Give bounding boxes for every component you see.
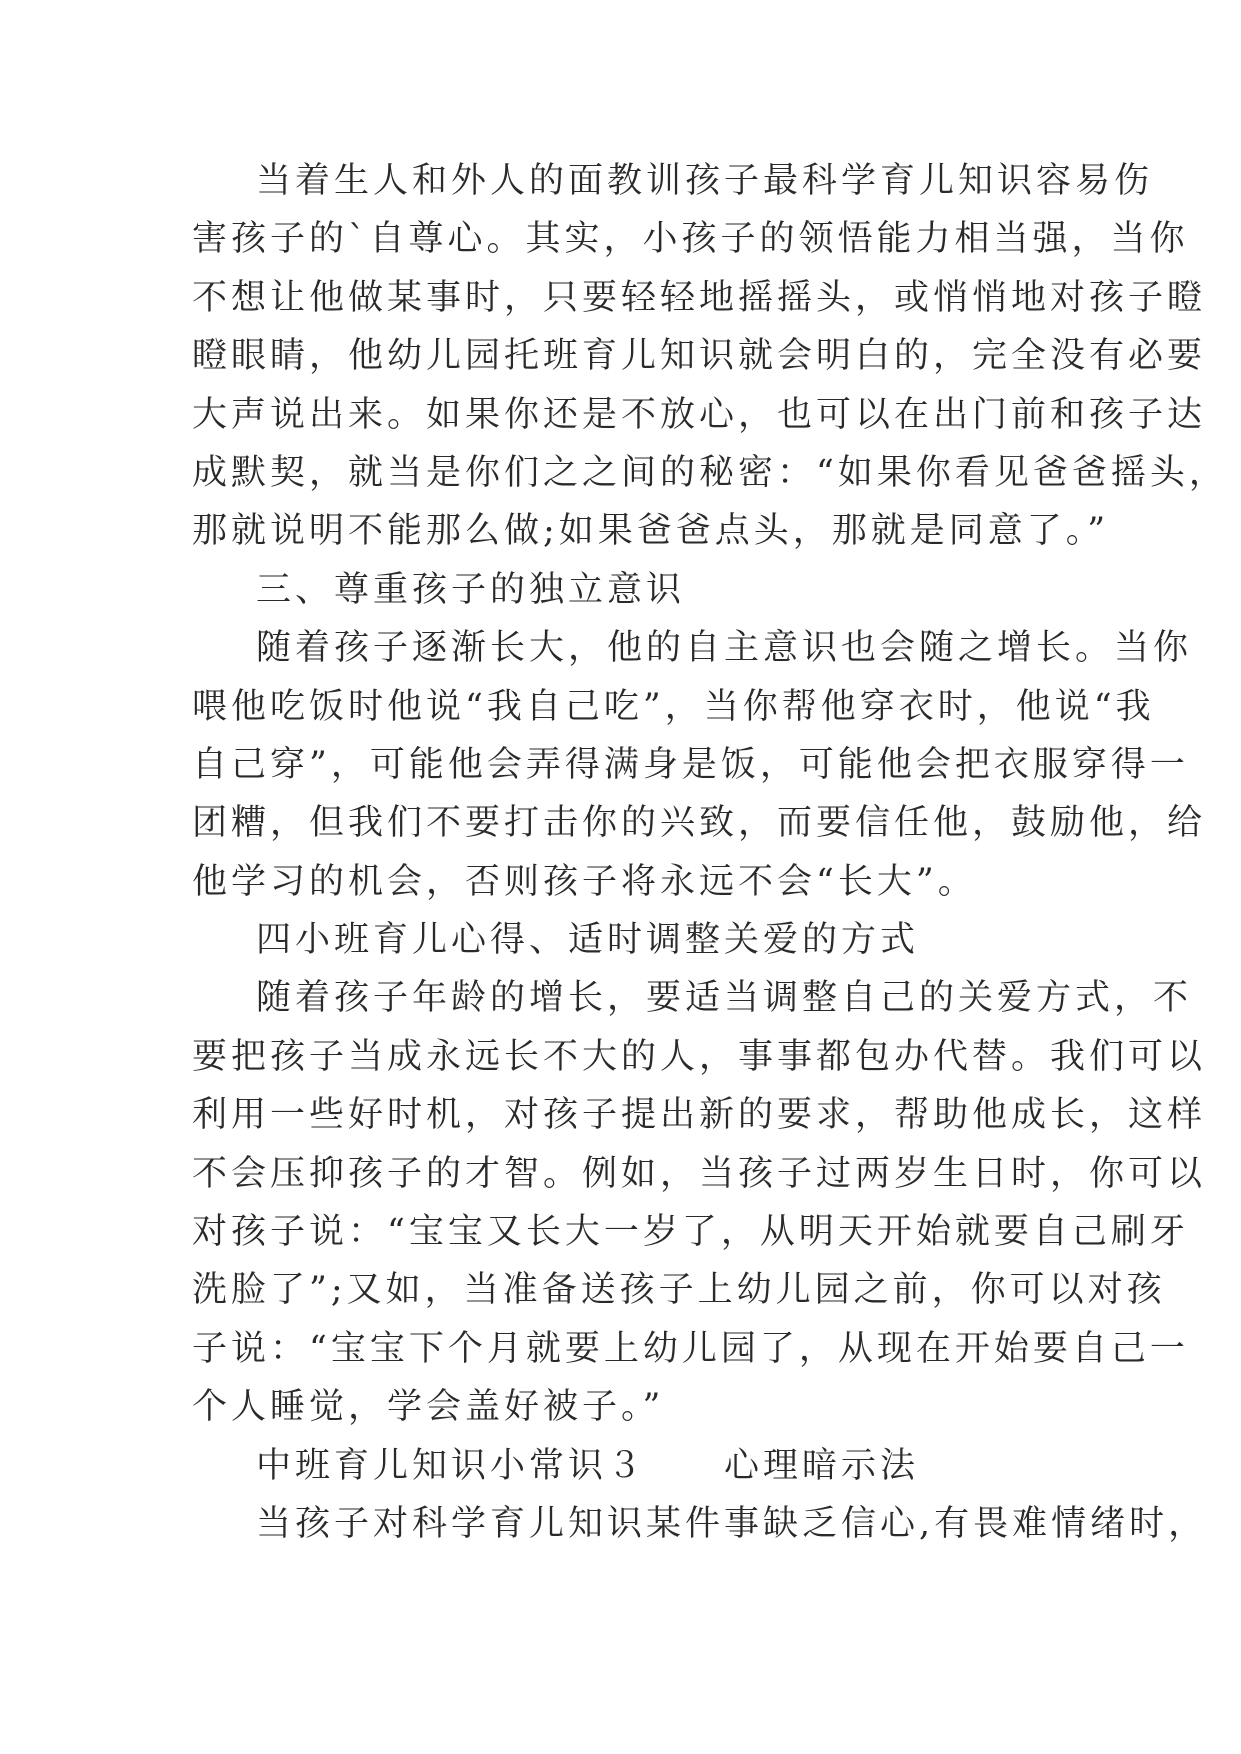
text-line: 对孩子说：“宝宝又长大一岁了，从明天开始就要自己刷牙 (192, 1212, 1189, 1253)
text-line: 随着孩子逐渐长大，他的自主意识也会随之增长。当你 (256, 628, 1193, 669)
section-heading: 四小班育儿心得、适时调整关爱的方式 (256, 920, 920, 961)
text-line: 随着孩子年龄的增长，要适当调整自己的关爱方式，不 (256, 978, 1193, 1019)
text-line: 喂他吃饭时他说“我自己吃”，当你帮他穿衣时，他说“我 (192, 686, 1155, 727)
text-line: 团糟，但我们不要打击你的兴致，而要信任他，鼓励他，给 (192, 803, 1207, 844)
text-line: 不会压抑孩子的才智。例如，当孩子过两岁生日时，你可以 (192, 1153, 1207, 1194)
text-line: 自己穿”，可能他会弄得满身是饭，可能他会把衣服穿得一 (192, 744, 1189, 785)
text-line: 当孩子对科学育儿知识某件事缺乏信心,有畏难情绪时， (256, 1503, 1208, 1544)
text-line: 大声说出来。如果你还是不放心，也可以在出门前和孩子达 (192, 394, 1207, 435)
text-line: 要把孩子当成永远长不大的人，事事都包办代替。我们可以 (192, 1036, 1207, 1077)
text-line: 他学习的机会，否则孩子将永远不会“长大”。 (192, 861, 977, 902)
text-line: 成默契，就当是你们之之间的秘密：“如果你看见爸爸摇头， (192, 452, 1228, 493)
section-heading: 中班育儿知识小常识３ 心理暗示法 (256, 1445, 920, 1486)
text-line: 瞪眼睛，他幼儿园托班育儿知识就会明白的，完全没有必要 (192, 336, 1207, 377)
section-heading: 三、尊重孩子的独立意识 (256, 569, 686, 610)
text-line: 那就说明不能那么做;如果爸爸点头，那就是同意了。” (192, 511, 1110, 552)
document-body (192, 152, 1228, 1553)
text-line: 个人睡觉，学会盖好被子。” (192, 1387, 665, 1428)
text-line: 当着生人和外人的面教训孩子最科学育儿知识容易伤 (256, 161, 1154, 201)
text-line: 子说：“宝宝下个月就要上幼儿园了，从现在开始要自己一 (192, 1328, 1189, 1369)
text-line: 洗脸了”;又如，当准备送孩子上幼儿园之前，你可以对孩 (192, 1270, 1166, 1311)
text-line: 利用一些好时机，对孩子提出新的要求，帮助他成长，这样 (192, 1095, 1207, 1136)
text-line: 不想让他做某事时，只要轻轻地摇摇头，或悄悄地对孩子瞪 (192, 277, 1207, 318)
text-line: 害孩子的`自尊心。其实，小孩子的领悟能力相当强，当你 (192, 219, 1189, 260)
